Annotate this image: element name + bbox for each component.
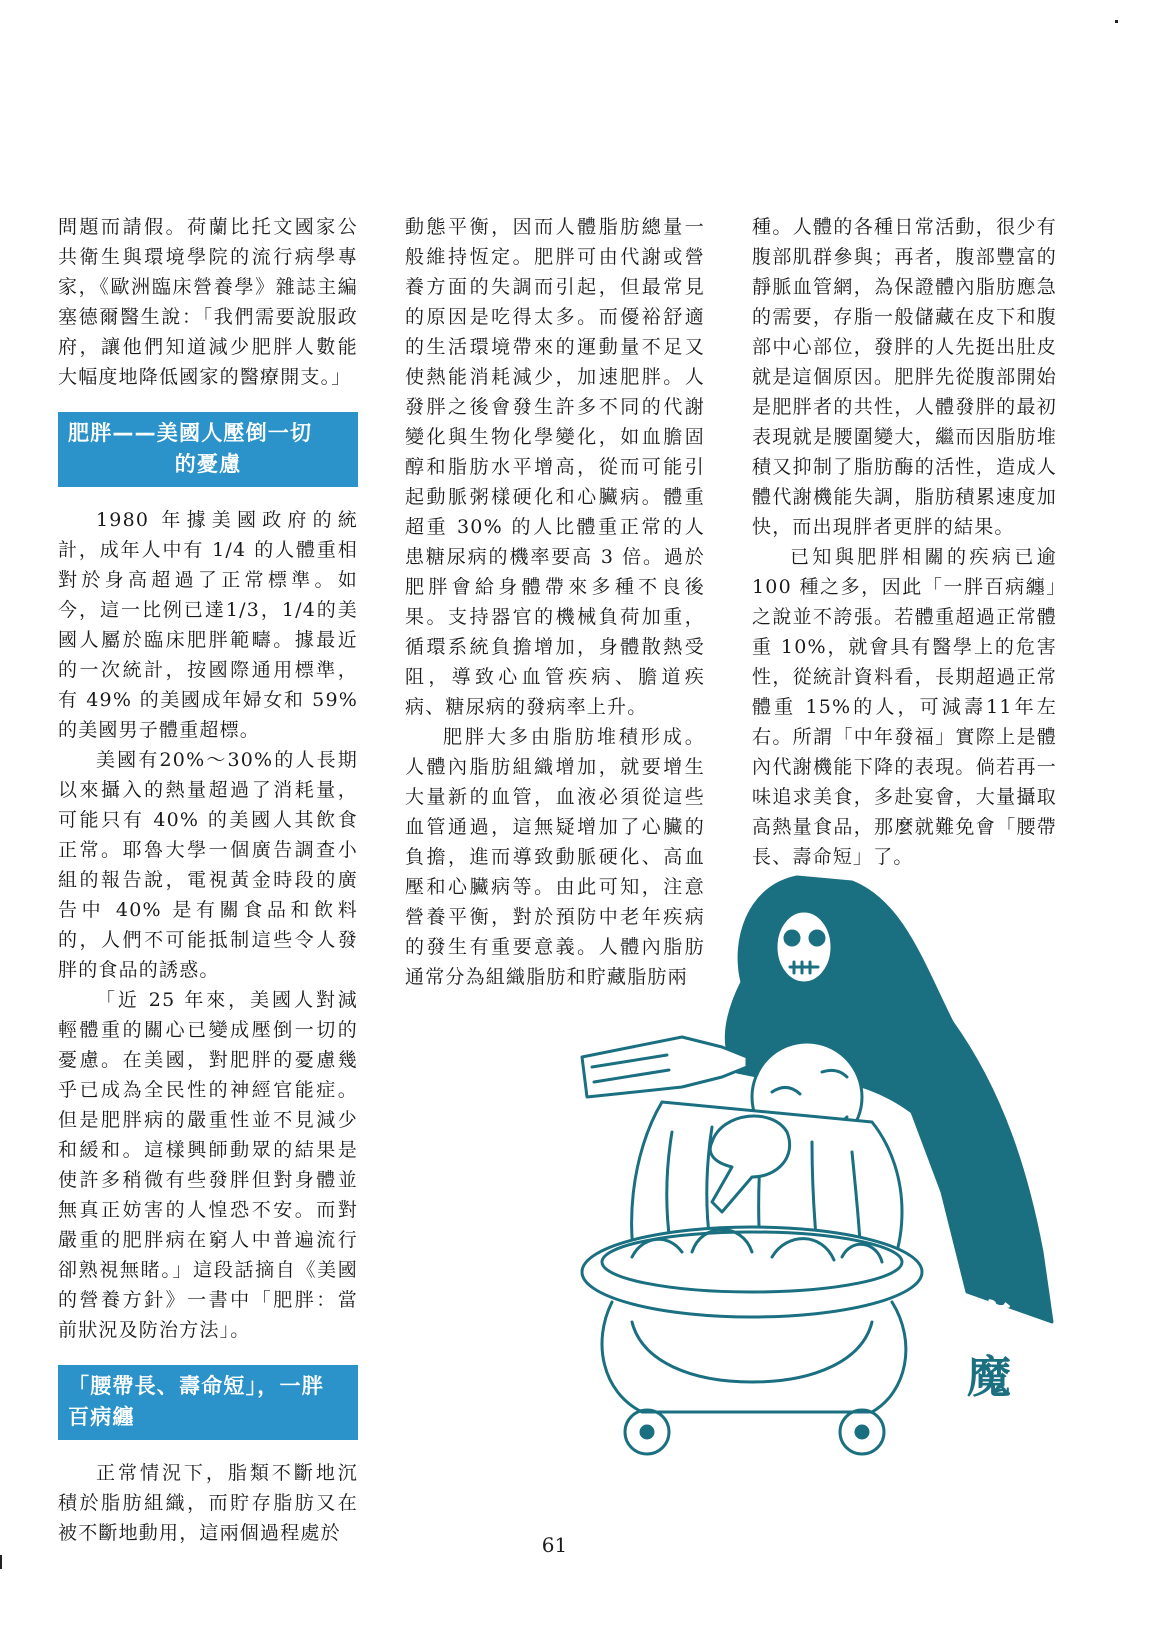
paragraph: 肥胖大多由脂肪堆積形成。人體內脂肪組織增加，就要增生大量新的血管，血液必須從這些血管通過，這無疑增加了心臟的負擔，進而導致動脈硬化、高血壓和心臟病等。由此可知，注意營養平衡，對於預防中老年疾病的發生有重要意義。人體內脂肪通常分為組織脂肪和貯藏脂肪兩	[405, 726, 705, 988]
cartoon-illustration	[572, 872, 1062, 1462]
section-heading-waistline	[58, 1365, 358, 1440]
text-column-3	[752, 212, 1057, 872]
section-heading-obesity-worry	[58, 412, 358, 487]
skull-icon	[776, 911, 832, 983]
heading-line: 「腰帶長、壽命短」，一胖	[68, 1374, 324, 1398]
paragraph: 1980 年據美國政府的統計，成年人中有 1/4 的人體重相對於身高超過了正常標準。如今，這一比例已達1/3，1/4的美國人屬於臨床肥胖範疇。據最近的一次統計，按國際通用標準，有 49% 的美國成年婦女和 59% 的美國男子體重超標。	[58, 509, 358, 741]
stroller-frame	[602, 1302, 906, 1412]
paragraph: 動態平衡，因而人體脂肪總量一般維持恆定。肥胖可由代謝或營養方面的失調而引起，但最常見的原因是吃得太多。而優裕舒適的生活環境帶來的運動量不足又使熱能消耗減少，加速肥胖。人發胖之後會發生許多不同的代謝變化與生物化學變化，如血膽固醇和脂肪水平增高，從而可能引起動脈粥樣硬化和心臟病。體重超重 30% 的人比體重正常的人患糖尿病的機率要高 3 倍。過於肥胖會給身體帶來多種不良後果。支持器官的機械負荷加重，循環系統負擔增加，身體散熱受阻，導致心血管疾病、膽道疾病、糖尿病的發病率上升。	[405, 216, 705, 718]
paragraph: 正常情況下，脂類不斷地沉積於脂肪組織，而貯存脂肪又在被不斷地動用，這兩個過程處於	[58, 1462, 358, 1544]
scan-speck	[0, 1555, 2, 1569]
heading-line: 肥胖——美國人壓倒一切	[68, 421, 313, 445]
scan-speck	[1115, 20, 1118, 23]
paragraph: 「近 25 年來，美國人對減輕體重的關心已變成壓倒一切的憂慮。在美國，對肥胖的憂慮幾乎已成為全民性的神經官能症。但是肥胖病的嚴重性並不見減少和緩和。這樣興師動眾的結果是使許多稍微有些發胖但對身體並無真正妨害的人惶恐不安。而對嚴重的肥胖病在窮人中普遍流行卻熟視無睹。」這段話摘自《美國的營養方針》一書中「肥胖：當前狀況及防治方法」。	[58, 989, 358, 1341]
page-number: 61	[541, 1533, 568, 1557]
paragraph: 問題而請假。荷蘭比托文國家公共衛生與環境學院的流行病學專家，《歐洲臨床營養學》雜誌主編塞德爾醫生說：「我們需要說服政府，讓他們知道減少肥胖人數能大幅度地降低國家的醫療開支。」	[58, 216, 358, 388]
heading-line: 百病纏	[68, 1405, 135, 1429]
paragraph: 種。人體的各種日常活動，很少有腹部肌群參與；再者，腹部豐富的靜脈血管網，為保證體內脂肪應急的需要，存脂一般儲藏在皮下和腹部中心部位，發胖的人先挺出肚皮就是這個原因。肥胖先從腹部開始是肥胖者的共性，人體發胖的最初表現就是腰圍變大，繼而因脂肪堆積又抑制了脂肪酶的活性，造成人體代謝機能失調，脂肪積累速度加快，而出現胖者更胖的結果。	[752, 216, 1057, 538]
bottle-icon	[582, 1037, 747, 1097]
food-tray	[582, 1227, 922, 1317]
paragraph: 美國有20%～30%的人長期以來攝入的熱量超過了消耗量，可能只有 40% 的美國人其飲食正常。耶魯大學一個廣告調查小組的報告說，電視黃金時段的廣告中 40% 是有關食品和飲料的，人們不可能抵制這些令人發胖的食品的誘惑。	[58, 749, 358, 981]
caption-char: 病	[967, 1297, 1011, 1348]
caption-char: 魔	[967, 1352, 1011, 1403]
paragraph: 已知與肥胖相關的疾病已逾 100 種之多，因此「一胖百病纏」之說並不誇張。若體重超過正常體重 10%，就會具有醫學上的危害性，從統計資料看，長期超過正常體重 15%的人，可減壽11年左右。所謂「中年發福」實際上是體內代謝機能下降的表現。倘若再一味追求美食，多赴宴會，大量攝取高熱量食品，那麼就難免會「腰帶長、壽命短」了。	[752, 546, 1057, 868]
heading-line: 的憂慮	[174, 452, 242, 476]
text-column-1	[58, 212, 358, 1548]
